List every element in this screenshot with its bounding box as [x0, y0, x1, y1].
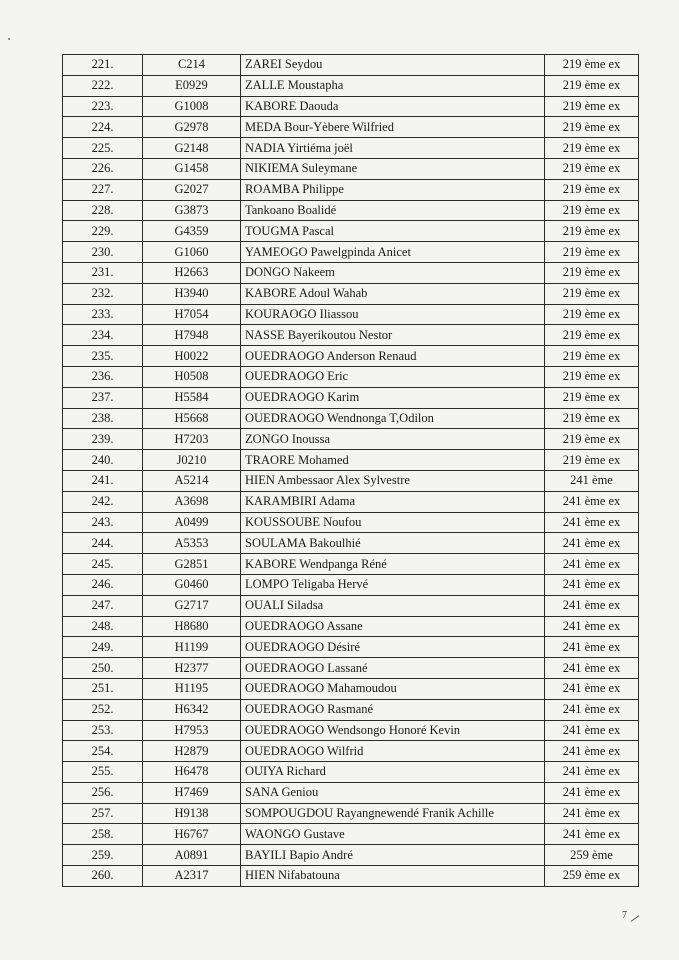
- row-number-cell: 251.: [63, 678, 143, 699]
- candidate-code-cell: J0210: [143, 450, 241, 471]
- candidate-name-cell: OUEDRAOGO Karim: [241, 387, 545, 408]
- candidate-name-cell: OUALI Siladsa: [241, 595, 545, 616]
- table-row: [63, 512, 639, 533]
- table-row: [63, 75, 639, 96]
- candidate-name-cell: OUEDRAOGO Rasmané: [241, 699, 545, 720]
- rank-cell: 241 ème ex: [545, 762, 639, 783]
- candidate-code-cell: G1060: [143, 242, 241, 263]
- row-number-cell: 233.: [63, 304, 143, 325]
- table-row: [63, 491, 639, 512]
- candidate-name-cell: TOUGMA Pascal: [241, 221, 545, 242]
- table-row: [63, 387, 639, 408]
- row-number-cell: 247.: [63, 595, 143, 616]
- rank-cell: 219 ème ex: [545, 158, 639, 179]
- row-number-cell: 227.: [63, 179, 143, 200]
- rank-cell: 219 ème ex: [545, 117, 639, 138]
- row-number-cell: 229.: [63, 221, 143, 242]
- rank-cell: 219 ème ex: [545, 242, 639, 263]
- candidate-code-cell: G2148: [143, 138, 241, 159]
- candidate-name-cell: KOUSSOUBE Noufou: [241, 512, 545, 533]
- candidate-name-cell: OUEDRAOGO Assane: [241, 616, 545, 637]
- candidate-code-cell: H1199: [143, 637, 241, 658]
- candidate-code-cell: H2663: [143, 262, 241, 283]
- candidate-code-cell: G2027: [143, 179, 241, 200]
- row-number-cell: 237.: [63, 387, 143, 408]
- rank-cell: 219 ème ex: [545, 429, 639, 450]
- candidate-code-cell: A2317: [143, 866, 241, 887]
- row-number-cell: 249.: [63, 637, 143, 658]
- row-number-cell: 246.: [63, 574, 143, 595]
- results-table: [62, 54, 639, 887]
- row-number-cell: 243.: [63, 512, 143, 533]
- row-number-cell: 232.: [63, 283, 143, 304]
- candidate-name-cell: OUEDRAOGO Mahamoudou: [241, 678, 545, 699]
- candidate-code-cell: G2978: [143, 117, 241, 138]
- scan-speck: [8, 38, 10, 40]
- candidate-code-cell: A3698: [143, 491, 241, 512]
- candidate-name-cell: KABORE Adoul Wahab: [241, 283, 545, 304]
- rank-cell: 241 ème ex: [545, 803, 639, 824]
- table-row: [63, 595, 639, 616]
- table-row: [63, 158, 639, 179]
- rank-cell: 241 ème ex: [545, 637, 639, 658]
- row-number-cell: 260.: [63, 866, 143, 887]
- candidate-name-cell: NIKIEMA Suleymane: [241, 158, 545, 179]
- candidate-name-cell: OUEDRAOGO Anderson Renaud: [241, 346, 545, 367]
- row-number-cell: 228.: [63, 200, 143, 221]
- table-row: [63, 554, 639, 575]
- table-row: [63, 678, 639, 699]
- rank-cell: 219 ème ex: [545, 450, 639, 471]
- candidate-name-cell: OUIYA Richard: [241, 762, 545, 783]
- candidate-code-cell: H3940: [143, 283, 241, 304]
- rank-cell: 241 ème ex: [545, 658, 639, 679]
- rank-cell: 241 ème ex: [545, 512, 639, 533]
- candidate-name-cell: DONGO Nakeem: [241, 262, 545, 283]
- rank-cell: 219 ème ex: [545, 179, 639, 200]
- rank-cell: 219 ème ex: [545, 346, 639, 367]
- rank-cell: 219 ème ex: [545, 138, 639, 159]
- candidate-code-cell: H6767: [143, 824, 241, 845]
- table-row: [63, 470, 639, 491]
- table-row: [63, 55, 639, 76]
- table-row: [63, 574, 639, 595]
- candidate-name-cell: KOURAOGO Iliassou: [241, 304, 545, 325]
- row-number-cell: 242.: [63, 491, 143, 512]
- candidate-name-cell: OUEDRAOGO Wendnonga T,Odilon: [241, 408, 545, 429]
- rank-cell: 241 ème ex: [545, 616, 639, 637]
- rank-cell: 219 ème ex: [545, 325, 639, 346]
- row-number-cell: 256.: [63, 782, 143, 803]
- rank-cell: 241 ème ex: [545, 533, 639, 554]
- row-number-cell: 252.: [63, 699, 143, 720]
- candidate-name-cell: OUEDRAOGO Lassané: [241, 658, 545, 679]
- row-number-cell: 230.: [63, 242, 143, 263]
- rank-cell: 219 ème ex: [545, 387, 639, 408]
- candidate-code-cell: G4359: [143, 221, 241, 242]
- candidate-code-cell: H7469: [143, 782, 241, 803]
- page-number: 7: [622, 910, 627, 921]
- candidate-name-cell: ROAMBA Philippe: [241, 179, 545, 200]
- table-row: [63, 408, 639, 429]
- rank-cell: 241 ème ex: [545, 595, 639, 616]
- table-row: [63, 720, 639, 741]
- rank-cell: 219 ème ex: [545, 200, 639, 221]
- candidate-code-cell: G1458: [143, 158, 241, 179]
- table-row: [63, 304, 639, 325]
- row-number-cell: 255.: [63, 762, 143, 783]
- candidate-name-cell: OUEDRAOGO Wilfrid: [241, 741, 545, 762]
- candidate-name-cell: WAONGO Gustave: [241, 824, 545, 845]
- candidate-code-cell: H2879: [143, 741, 241, 762]
- table-row: [63, 325, 639, 346]
- candidate-name-cell: BAYILI Bapio André: [241, 845, 545, 866]
- candidate-name-cell: HIEN Ambessaor Alex Sylvestre: [241, 470, 545, 491]
- candidate-code-cell: H7054: [143, 304, 241, 325]
- row-number-cell: 234.: [63, 325, 143, 346]
- rank-cell: 241 ème ex: [545, 554, 639, 575]
- candidate-code-cell: H5668: [143, 408, 241, 429]
- row-number-cell: 250.: [63, 658, 143, 679]
- candidate-code-cell: H6342: [143, 699, 241, 720]
- table-row: [63, 117, 639, 138]
- row-number-cell: 226.: [63, 158, 143, 179]
- candidate-name-cell: SOMPOUGDOU Rayangnewendé Franik Achille: [241, 803, 545, 824]
- candidate-name-cell: TRAORE Mohamed: [241, 450, 545, 471]
- row-number-cell: 254.: [63, 741, 143, 762]
- candidate-name-cell: KARAMBIRI Adama: [241, 491, 545, 512]
- row-number-cell: 238.: [63, 408, 143, 429]
- table-row: [63, 845, 639, 866]
- row-number-cell: 245.: [63, 554, 143, 575]
- rank-cell: 219 ème ex: [545, 304, 639, 325]
- table-row: [63, 346, 639, 367]
- row-number-cell: 239.: [63, 429, 143, 450]
- rank-cell: 241 ème ex: [545, 574, 639, 595]
- candidate-name-cell: ZALLE Moustapha: [241, 75, 545, 96]
- candidate-name-cell: NASSE Bayerikoutou Nestor: [241, 325, 545, 346]
- row-number-cell: 259.: [63, 845, 143, 866]
- rank-cell: 219 ème ex: [545, 366, 639, 387]
- table-row: [63, 533, 639, 554]
- candidate-code-cell: G2851: [143, 554, 241, 575]
- row-number-cell: 224.: [63, 117, 143, 138]
- candidate-name-cell: Tankoano Boalidé: [241, 200, 545, 221]
- rank-cell: 241 ème: [545, 470, 639, 491]
- candidate-code-cell: G1008: [143, 96, 241, 117]
- candidate-code-cell: H8680: [143, 616, 241, 637]
- rank-cell: 241 ème ex: [545, 741, 639, 762]
- row-number-cell: 236.: [63, 366, 143, 387]
- candidate-name-cell: KABORE Wendpanga Réné: [241, 554, 545, 575]
- rank-cell: 241 ème ex: [545, 699, 639, 720]
- candidate-name-cell: YAMEOGO Pawelgpinda Anicet: [241, 242, 545, 263]
- candidate-code-cell: E0929: [143, 75, 241, 96]
- rank-cell: 241 ème ex: [545, 824, 639, 845]
- candidate-name-cell: SANA Geniou: [241, 782, 545, 803]
- row-number-cell: 221.: [63, 55, 143, 76]
- candidate-name-cell: ZAREI Seydou: [241, 55, 545, 76]
- table-row: [63, 221, 639, 242]
- candidate-name-cell: OUEDRAOGO Désiré: [241, 637, 545, 658]
- candidate-code-cell: H5584: [143, 387, 241, 408]
- candidate-code-cell: H2377: [143, 658, 241, 679]
- rank-cell: 219 ème ex: [545, 221, 639, 242]
- candidate-name-cell: ZONGO Inoussa: [241, 429, 545, 450]
- table-row: [63, 96, 639, 117]
- rank-cell: 241 ème ex: [545, 491, 639, 512]
- table-row: [63, 782, 639, 803]
- row-number-cell: 231.: [63, 262, 143, 283]
- rank-cell: 219 ème ex: [545, 75, 639, 96]
- candidate-code-cell: H6478: [143, 762, 241, 783]
- candidate-code-cell: H0508: [143, 366, 241, 387]
- rank-cell: 219 ème ex: [545, 408, 639, 429]
- candidate-code-cell: H1195: [143, 678, 241, 699]
- candidate-code-cell: H7203: [143, 429, 241, 450]
- row-number-cell: 248.: [63, 616, 143, 637]
- rank-cell: 259 ème: [545, 845, 639, 866]
- row-number-cell: 253.: [63, 720, 143, 741]
- candidate-code-cell: A5214: [143, 470, 241, 491]
- table-row: [63, 200, 639, 221]
- candidate-name-cell: HIEN Nifabatouna: [241, 866, 545, 887]
- table-row: [63, 866, 639, 887]
- candidate-code-cell: A0499: [143, 512, 241, 533]
- row-number-cell: 240.: [63, 450, 143, 471]
- table-row: [63, 366, 639, 387]
- candidate-code-cell: C214: [143, 55, 241, 76]
- row-number-cell: 241.: [63, 470, 143, 491]
- table-row: [63, 429, 639, 450]
- rank-cell: 219 ème ex: [545, 55, 639, 76]
- candidate-name-cell: OUEDRAOGO Wendsongo Honoré Kevin: [241, 720, 545, 741]
- rank-cell: 219 ème ex: [545, 96, 639, 117]
- table-row: [63, 824, 639, 845]
- row-number-cell: 223.: [63, 96, 143, 117]
- table-row: [63, 741, 639, 762]
- candidate-name-cell: LOMPO Teligaba Hervé: [241, 574, 545, 595]
- table-row: [63, 138, 639, 159]
- results-table-body: [63, 55, 639, 887]
- rank-cell: 241 ème ex: [545, 678, 639, 699]
- candidate-code-cell: G3873: [143, 200, 241, 221]
- table-row: [63, 803, 639, 824]
- candidate-code-cell: H7948: [143, 325, 241, 346]
- candidate-code-cell: H7953: [143, 720, 241, 741]
- candidate-code-cell: A5353: [143, 533, 241, 554]
- candidate-code-cell: G2717: [143, 595, 241, 616]
- table-row: [63, 450, 639, 471]
- rank-cell: 219 ème ex: [545, 283, 639, 304]
- rank-cell: 219 ème ex: [545, 262, 639, 283]
- table-row: [63, 699, 639, 720]
- table-row: [63, 616, 639, 637]
- table-row: [63, 179, 639, 200]
- candidate-code-cell: H9138: [143, 803, 241, 824]
- candidate-name-cell: SOULAMA Bakoulhié: [241, 533, 545, 554]
- rank-cell: 259 ème ex: [545, 866, 639, 887]
- row-number-cell: 225.: [63, 138, 143, 159]
- row-number-cell: 257.: [63, 803, 143, 824]
- candidate-name-cell: MEDA Bour-Yèbere Wilfried: [241, 117, 545, 138]
- table-row: [63, 658, 639, 679]
- candidate-code-cell: G0460: [143, 574, 241, 595]
- table-row: [63, 262, 639, 283]
- table-row: [63, 242, 639, 263]
- row-number-cell: 244.: [63, 533, 143, 554]
- rank-cell: 241 ème ex: [545, 720, 639, 741]
- candidate-name-cell: NADIA Yirtiéma joël: [241, 138, 545, 159]
- table-row: [63, 762, 639, 783]
- candidate-name-cell: OUEDRAOGO Eric: [241, 366, 545, 387]
- row-number-cell: 258.: [63, 824, 143, 845]
- candidate-code-cell: A0891: [143, 845, 241, 866]
- table-row: [63, 637, 639, 658]
- table-row: [63, 283, 639, 304]
- candidate-name-cell: KABORE Daouda: [241, 96, 545, 117]
- candidate-code-cell: H0022: [143, 346, 241, 367]
- row-number-cell: 235.: [63, 346, 143, 367]
- rank-cell: 241 ème ex: [545, 782, 639, 803]
- row-number-cell: 222.: [63, 75, 143, 96]
